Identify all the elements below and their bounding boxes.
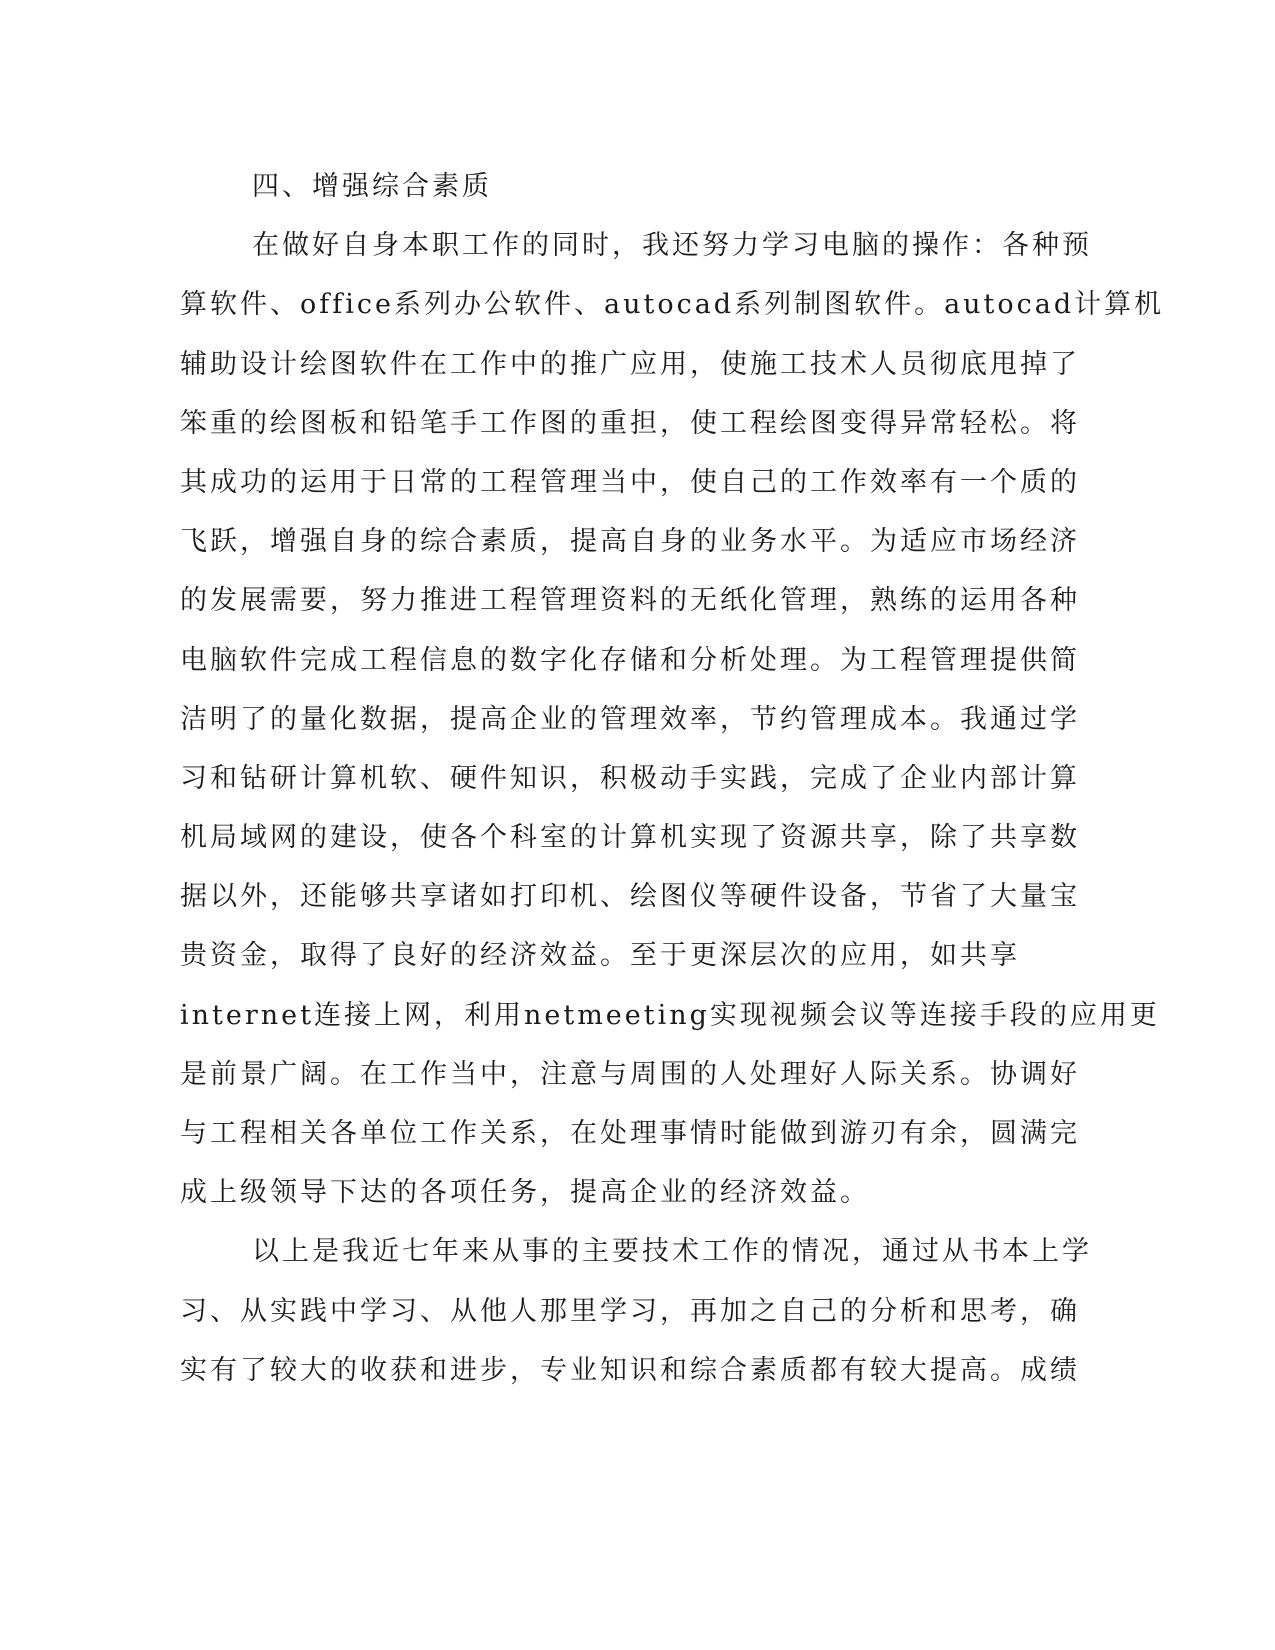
paragraph1-line: 洁明了的量化数据，提高企业的管理效率，节约管理成本。我通过学 [180,703,1080,735]
paragraph1-line: 算软件、office系列办公软件、autocad系列制图软件。autocad计算机 [180,289,1165,321]
paragraph1-line: 机局域网的建设，使各个科室的计算机实现了资源共享，除了共享数 [180,822,1080,854]
paragraph1-line: 飞跃，增强自身的综合素质，提高自身的业务水平。为适应市场经济 [180,526,1080,558]
paragraph1-line: 成上级领导下达的各项任务，提高企业的经济效益。 [180,1177,870,1209]
paragraph1-line: 笨重的绘图板和铅笔手工作图的重担，使工程绘图变得异常轻松。将 [180,407,1080,439]
paragraph1-line: 与工程相关各单位工作关系，在处理事情时能做到游刃有余，圆满完 [180,1118,1080,1149]
paragraph1-line: 辅助设计绘图软件在工作中的推广应用，使施工技术人员彻底甩掉了 [180,348,1080,380]
paragraph1-line: 的发展需要，努力推进工程管理资料的无纸化管理，熟练的运用各种 [180,585,1080,617]
paragraph1-line: 贵资金，取得了良好的经济效益。至于更深层次的应用，如共享 [180,940,1020,972]
document-body [180,157,1165,1400]
paragraph1-line: 电脑软件完成工程信息的数字化存储和分析处理。为工程管理提供简 [180,644,1080,676]
paragraph2-line: 习、从实践中学习、从他人那里学习，再加之自己的分析和思考，确 [180,1295,1080,1327]
paragraph2-line: 实有了较大的收获和进步，专业知识和综合素质都有较大提高。成绩 [180,1354,1080,1386]
paragraph1-line: 习和钻研计算机软、硬件知识，积极动手实践，完成了企业内部计算 [180,762,1080,794]
paragraph1-line: internet连接上网，利用netmeeting实现视频会议等连接手段的应用更 [180,999,1160,1031]
paragraph1-line: 是前景广阔。在工作当中，注意与周围的人处理好人际关系。协调好 [180,1058,1080,1090]
section-heading: 四、增强综合素质 [252,171,492,202]
paragraph1-line: 其成功的运用于日常的工程管理当中，使自己的工作效率有一个质的 [180,466,1080,498]
paragraph1-line: 据以外，还能够共享诸如打印机、绘图仪等硬件设备，节省了大量宝 [180,881,1080,913]
paragraph2-line: 以上是我近七年来从事的主要技术工作的情况，通过从书本上学 [252,1236,1092,1268]
paragraph1-line: 在做好自身本职工作的同时，我还努力学习电脑的操作：各种预 [252,230,1092,262]
